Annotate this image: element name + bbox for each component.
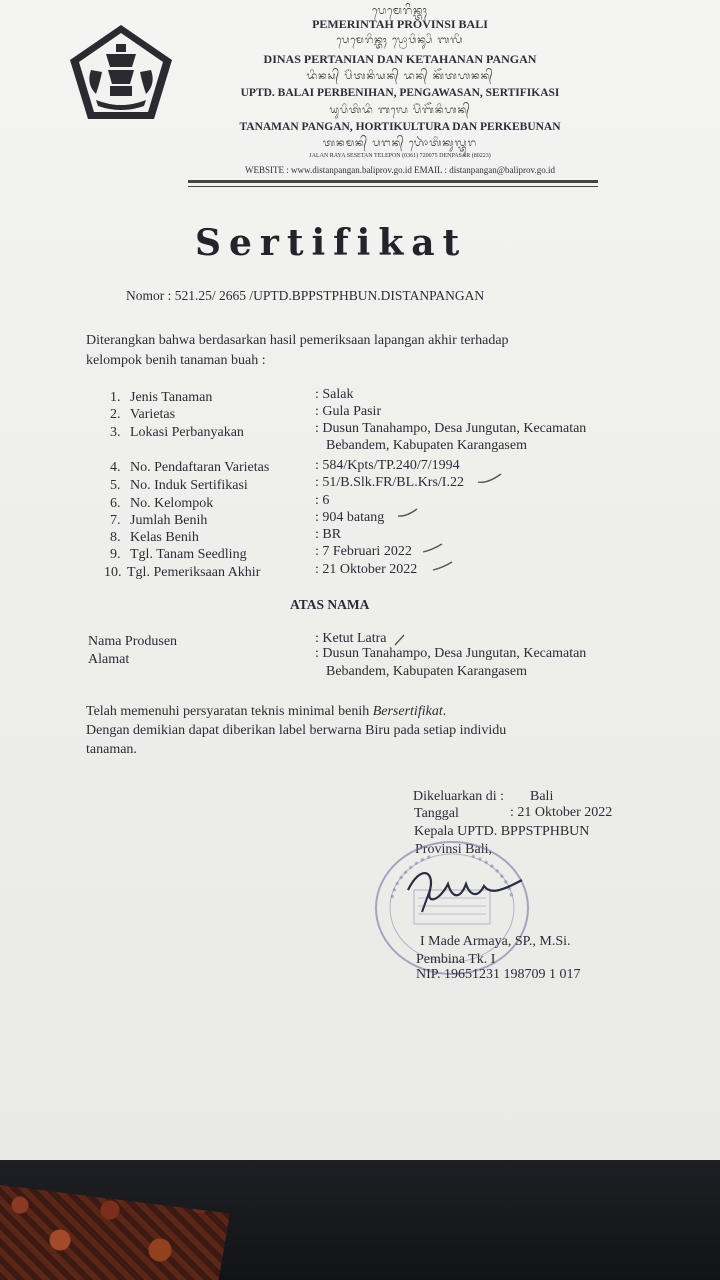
item-no: 4. [110, 460, 121, 475]
balinese-script-line: ᬤᬶᬦᬲ᭄ ᬧᭂᬃᬢᬦᬶᬬᬦ᭄ ᬤᬦ᭄ ᬓᭂᬢᬳᬦᬦ᭄ [306, 71, 494, 82]
address-value: : Dusun Tanahampo, Desa Jungutan, Kecamatan [315, 646, 587, 661]
document-title: Sertifikat [195, 222, 468, 264]
letterhead-contact: WEBSITE : www.distanpangan.baliprov.go.id EMAIL : distanpangan@baliprov.go.id [245, 165, 555, 175]
item-value: : 904 batang [315, 510, 385, 525]
balinese-script-line: ᬬᬸᬧᬶᬢᬶᬤᬶ ᬩᬮᬾ ᬧᭂᬃᬩᭂᬦᬶᬳᬦ᭄ [329, 105, 471, 116]
certificate-number: Nomor : 521.25/ 2665 /UPTD.BPPSTPHBUN.DISTANPANGAN [126, 288, 485, 303]
item-label: Tgl. Pemeriksaan Akhir [127, 565, 261, 580]
item-value: : 21 Oktober 2022 [315, 562, 418, 577]
intro-text-line1: Diterangkan bahwa berdasarkan hasil pemeriksaan lapangan akhir terhadap [86, 333, 509, 348]
item-no: 3. [110, 425, 121, 440]
item-no: 8. [110, 530, 121, 545]
check-mark-icon [475, 470, 505, 490]
closing-statement-2: Dengan demikian dapat diberikan label berwarna Biru pada setiap individu [86, 723, 507, 738]
item-label: Jenis Tanaman [130, 390, 213, 405]
check-mark-icon [395, 505, 421, 523]
item-label: Jumlah Benih [130, 513, 208, 528]
item-label: Tgl. Tanam Seedling [130, 547, 247, 562]
address-label: Alamat [88, 652, 130, 667]
item-label: No. Kelompok [130, 496, 214, 511]
signer-position-region: Provinsi Bali, [415, 842, 493, 857]
item-value-continued: Bebandem, Kabupaten Karangasem [326, 438, 527, 453]
item-no: 10. [104, 565, 122, 580]
check-mark-icon [430, 559, 456, 575]
item-label: No. Pendaftaran Varietas [130, 460, 270, 475]
issued-at-label: Dikeluarkan di : [413, 789, 504, 804]
item-value: : Salak [315, 387, 354, 402]
bali-province-emblem [66, 22, 176, 122]
signer-nip: NIP. 19651231 198709 1 017 [416, 967, 581, 982]
intro-text-line2: kelompok benih tanaman buah : [86, 353, 266, 368]
signer-name: I Made Armaya, SP., M.Si. [420, 934, 571, 949]
issued-at-value: Bali [530, 789, 554, 804]
item-value: : BR [315, 527, 342, 542]
item-no: 7. [110, 513, 121, 528]
item-value: : Dusun Tanahampo, Desa Jungutan, Kecamatan [315, 421, 587, 436]
item-no: 6. [110, 496, 121, 511]
letterhead-address: JALAN RAYA SESETAN TELEPON (0361) 720075 DENPASAR (80223) [309, 153, 491, 159]
balinese-script-line: ᬧᬾᬫᬾᬭᬶᬦ᭄ᬢᬄ ᬧ᭄ᬭᭀᬯᬶᬦ᭄ᬲᬶ ᬩᬮᬶ [336, 35, 464, 46]
closing-statement-1: Telah memenuhi persyaratan teknis minimal benih Bersertifikat. [86, 704, 447, 719]
item-value: : 51/B.Slk.FR/BL.Krs/I.22 [315, 475, 464, 490]
signer-rank: Pembina Tk. I [416, 952, 496, 967]
letterhead-government: PEMERINTAH PROVINSI BALI [312, 17, 488, 31]
item-no: 5. [110, 478, 121, 493]
item-value: : Gula Pasir [315, 404, 382, 419]
item-label: Lokasi Perbanyakan [130, 425, 244, 440]
check-mark-icon [420, 541, 446, 557]
closing-statement-3: tanaman. [86, 742, 137, 757]
item-value: : 7 Februari 2022 [315, 544, 412, 559]
producer-label: Nama Produsen [88, 634, 178, 649]
date-label: Tanggal [414, 806, 459, 821]
letterhead-divider-thin [188, 186, 598, 187]
letterhead-uptd: UPTD. BALAI PERBENIHAN, PENGAWASAN, SERTIFIKASI [240, 87, 560, 99]
item-label: Kelas Benih [130, 530, 199, 545]
signer-position: Kepala UPTD. BPPSTPHBUN [414, 824, 590, 839]
item-value: : 6 [315, 493, 330, 508]
letterhead-divider [188, 180, 598, 183]
item-no: 1. [110, 390, 121, 405]
date-value: : 21 Oktober 2022 [510, 805, 613, 820]
on-behalf-heading: ATAS NAMA [290, 597, 370, 612]
item-no: 2. [110, 407, 121, 422]
address-value-continued: Bebandem, Kabupaten Karangasem [326, 664, 527, 679]
emblem-motto: BALI [115, 101, 127, 107]
signature-scribble [400, 860, 530, 920]
producer-value: : Ketut Latra [315, 631, 387, 646]
letterhead-dinas: DINAS PERTANIAN DAN KETAHANAN PANGAN [263, 52, 537, 66]
letterhead-division: TANAMAN PANGAN, HORTIKULTURA DAN PERKEBUNAN [239, 121, 561, 133]
item-no: 9. [110, 547, 121, 562]
balinese-script-line: ᬧᬾᬫᬾᬭᬶᬦ᭄ᬢᬄ [371, 4, 429, 17]
item-label: No. Induk Sertifikasi [130, 478, 248, 493]
item-label: Varietas [130, 407, 176, 422]
item-value: : 584/Kpts/TP.240/7/1994 [315, 458, 460, 473]
balinese-script-line: ᬢᬦᬫᬦ᭄ ᬧᬗᬦ᭄ ᬳᭀᬃᬢᬶᬓᬸᬮ᭄ᬢᬸᬭ [322, 138, 478, 149]
